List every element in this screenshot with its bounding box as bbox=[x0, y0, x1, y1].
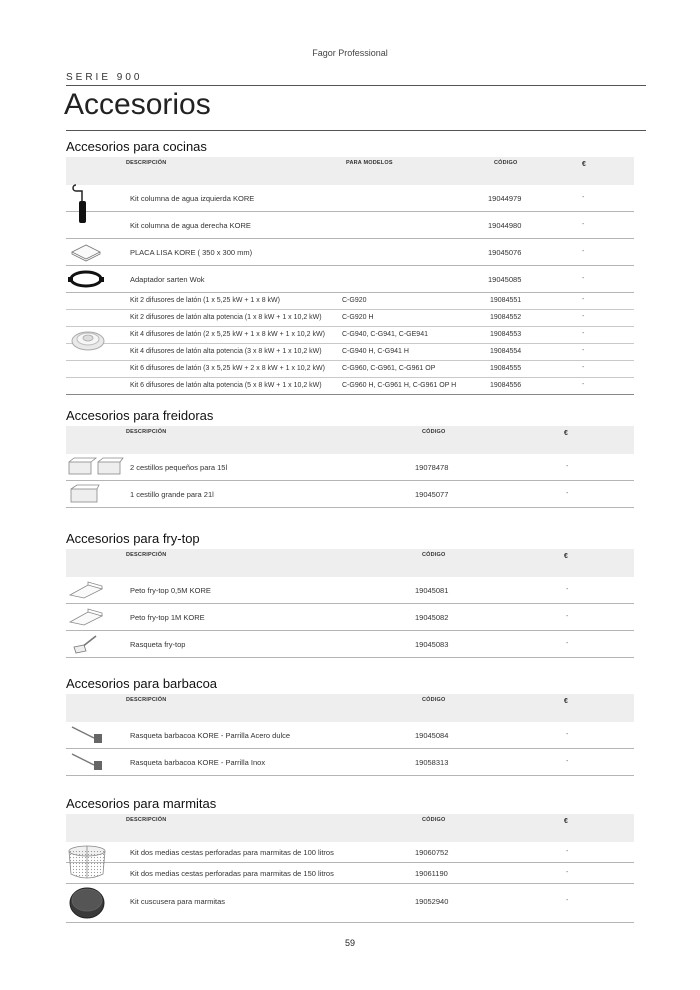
section-marmitas bbox=[66, 796, 634, 923]
table-row bbox=[66, 327, 634, 344]
row-code: 19045076 bbox=[488, 248, 522, 257]
row-description: Kit 6 difusores de latón alta potencia (5 x 8 kW + 1 x 10,2 kW) bbox=[130, 382, 322, 389]
row-price: - bbox=[582, 275, 585, 282]
row-code: 19084553 bbox=[490, 331, 522, 338]
table-row bbox=[66, 884, 634, 923]
col-price: € bbox=[564, 698, 568, 705]
row-description: PLACA LISA KORE ( 350 x 300 mm) bbox=[130, 248, 253, 257]
row-code: 19078478 bbox=[415, 463, 449, 472]
row-description: Kit 4 difusores de latón (2 x 5,25 kW + 1 x 8 kW + 1 x 10,2 kW) bbox=[130, 331, 325, 338]
table-row bbox=[66, 361, 634, 378]
section-cocinas bbox=[66, 139, 634, 395]
basket-group bbox=[66, 842, 634, 884]
row-description: Adaptador sarten Wok bbox=[130, 275, 205, 284]
section-title-frytop: Accesorios para fry-top bbox=[66, 531, 200, 546]
col-price: € bbox=[564, 430, 568, 437]
table-row bbox=[66, 266, 634, 293]
row-price: - bbox=[566, 848, 569, 855]
row-description: Peto fry-top 0,5M KORE bbox=[130, 586, 211, 595]
row-price: - bbox=[566, 758, 569, 765]
row-price: - bbox=[582, 248, 585, 255]
table-row bbox=[66, 631, 634, 658]
diffuser-group bbox=[66, 293, 634, 395]
row-description: Kit dos medias cestas perforadas para marmitas de 150 litros bbox=[130, 869, 334, 878]
table-header bbox=[66, 694, 634, 722]
table-row bbox=[66, 454, 634, 481]
series-label: SERIE 900 bbox=[66, 72, 143, 83]
row-model: C-G960 H, C-G961 H, C-G961 OP H bbox=[342, 382, 457, 389]
col-description: DESCRIPCIÓN bbox=[126, 552, 167, 558]
col-code: CÓDIGO bbox=[422, 817, 446, 823]
col-description: DESCRIPCIÓN bbox=[126, 817, 167, 823]
row-code: 19084556 bbox=[490, 382, 522, 389]
row-description: Peto fry-top 1M KORE bbox=[130, 613, 205, 622]
table-row bbox=[66, 185, 634, 212]
table-row bbox=[66, 293, 634, 310]
table-row bbox=[66, 344, 634, 361]
row-code: 19045085 bbox=[488, 275, 522, 284]
row-price: - bbox=[566, 586, 569, 593]
col-description: DESCRIPCIÓN bbox=[126, 160, 167, 166]
table-row bbox=[66, 722, 634, 749]
splash-guard-icon bbox=[68, 581, 104, 599]
row-model: C-G940 H, C-G941 H bbox=[342, 348, 409, 355]
row-code: 19045077 bbox=[415, 490, 449, 499]
section-barbacoa bbox=[66, 676, 634, 776]
row-price: - bbox=[582, 347, 585, 354]
table-row bbox=[66, 577, 634, 604]
small-baskets-icon bbox=[66, 456, 124, 478]
table-row bbox=[66, 842, 634, 863]
large-basket-icon bbox=[68, 483, 100, 505]
row-code: 19084551 bbox=[490, 297, 522, 304]
row-model: C-G920 H bbox=[342, 314, 374, 321]
row-price: - bbox=[582, 221, 585, 228]
col-description: DESCRIPCIÓN bbox=[126, 429, 167, 435]
col-price: € bbox=[582, 161, 586, 168]
row-price: - bbox=[566, 613, 569, 620]
table-row bbox=[66, 378, 634, 395]
row-description: Rasqueta barbacoa KORE - Parrilla Inox bbox=[130, 758, 266, 767]
table-row bbox=[66, 310, 634, 327]
table-row bbox=[66, 212, 634, 239]
col-price: € bbox=[564, 553, 568, 560]
row-description: Kit columna de agua izquierda KORE bbox=[130, 194, 255, 203]
row-price: - bbox=[566, 490, 569, 497]
row-description: 2 cestillos pequeños para 15l bbox=[130, 463, 228, 472]
section-freidoras bbox=[66, 408, 634, 508]
col-price: € bbox=[564, 818, 568, 825]
row-description: Kit columna de agua derecha KORE bbox=[130, 221, 251, 230]
page-title: Accesorios bbox=[64, 88, 211, 121]
col-code: CÓDIGO bbox=[422, 552, 446, 558]
section-title-cocinas: Accesorios para cocinas bbox=[66, 139, 207, 154]
row-code: 19084552 bbox=[490, 314, 522, 321]
row-description: Kit dos medias cestas perforadas para marmitas de 100 litros bbox=[130, 848, 334, 857]
row-model: C-G960, C-G961, C-G961 OP bbox=[342, 365, 436, 372]
flat-plate-icon bbox=[70, 242, 102, 262]
row-price: - bbox=[566, 731, 569, 738]
header-rule bbox=[66, 85, 646, 86]
table-row bbox=[66, 863, 634, 884]
row-description: Kit 6 difusores de latón (3 x 5,25 kW + 2 x 8 kW + 1 x 10,2 kW) bbox=[130, 365, 325, 372]
row-description: Kit cuscusera para marmitas bbox=[130, 897, 226, 906]
table-row bbox=[66, 239, 634, 266]
table-row bbox=[66, 749, 634, 776]
row-description: Kit 2 difusores de latón alta potencia (1 x 8 kW + 1 x 10,2 kW) bbox=[130, 314, 322, 321]
section-title-marmitas: Accesorios para marmitas bbox=[66, 796, 217, 811]
section-frytop bbox=[66, 531, 634, 658]
col-code: CÓDIGO bbox=[494, 160, 518, 166]
grill-scraper-icon bbox=[70, 751, 104, 773]
row-price: - bbox=[582, 194, 585, 201]
row-price: - bbox=[582, 381, 585, 388]
row-code: 19045083 bbox=[415, 640, 449, 649]
row-code: 19045082 bbox=[415, 613, 449, 622]
scraper-icon bbox=[70, 633, 100, 655]
row-code: 19045081 bbox=[415, 586, 449, 595]
row-code: 19084554 bbox=[490, 348, 522, 355]
row-code: 19044980 bbox=[488, 221, 522, 230]
table-header bbox=[66, 814, 634, 842]
couscous-steamer-icon bbox=[68, 886, 106, 920]
page-number: 59 bbox=[344, 938, 355, 948]
row-code: 19052940 bbox=[415, 897, 449, 906]
col-code: CÓDIGO bbox=[422, 429, 446, 435]
row-model: C-G920 bbox=[342, 297, 367, 304]
col-models: PARA MODELOS bbox=[346, 160, 393, 166]
section-title-barbacoa: Accesorios para barbacoa bbox=[66, 676, 218, 691]
row-price: - bbox=[566, 640, 569, 647]
row-price: - bbox=[566, 869, 569, 876]
row-description: Kit 2 difusores de latón (1 x 5,25 kW + 1 x 8 kW) bbox=[130, 297, 280, 304]
row-code: 19061190 bbox=[415, 869, 448, 878]
row-description: Rasqueta barbacoa KORE - Parrilla Acero dulce bbox=[130, 731, 291, 740]
row-code: 19084555 bbox=[490, 365, 522, 372]
wok-adapter-icon bbox=[68, 269, 104, 289]
col-code: CÓDIGO bbox=[422, 697, 446, 703]
table-header bbox=[66, 426, 634, 454]
brand-name: Fagor Professional bbox=[312, 48, 388, 58]
table-row bbox=[66, 604, 634, 631]
row-code: 19058313 bbox=[415, 758, 449, 767]
row-price: - bbox=[566, 463, 569, 470]
row-description: Rasqueta fry-top bbox=[130, 640, 186, 649]
row-description: 1 cestillo grande para 21l bbox=[130, 490, 214, 499]
row-code: 19060752 bbox=[415, 848, 449, 857]
row-code: 19044979 bbox=[488, 194, 522, 203]
row-price: - bbox=[566, 897, 569, 904]
table-header bbox=[66, 157, 634, 185]
grill-scraper-icon bbox=[70, 724, 104, 746]
section-title-freidoras: Accesorios para freidoras bbox=[66, 408, 214, 423]
row-model: C-G940, C-G941, C-GE941 bbox=[342, 331, 428, 338]
brass-diffuser-icon bbox=[70, 327, 106, 353]
row-price: - bbox=[582, 330, 585, 337]
row-price: - bbox=[582, 364, 585, 371]
perforated-basket-icon bbox=[66, 844, 108, 882]
title-rule bbox=[66, 130, 646, 131]
table-row bbox=[66, 481, 634, 508]
row-price: - bbox=[582, 313, 585, 320]
row-description: Kit 4 difusores de latón alta potencia (3 x 8 kW + 1 x 10,2 kW) bbox=[130, 348, 322, 355]
row-price: - bbox=[582, 296, 585, 303]
col-description: DESCRIPCIÓN bbox=[126, 697, 167, 703]
row-code: 19045084 bbox=[415, 731, 449, 740]
table-header bbox=[66, 549, 634, 577]
splash-guard-icon bbox=[68, 608, 104, 626]
